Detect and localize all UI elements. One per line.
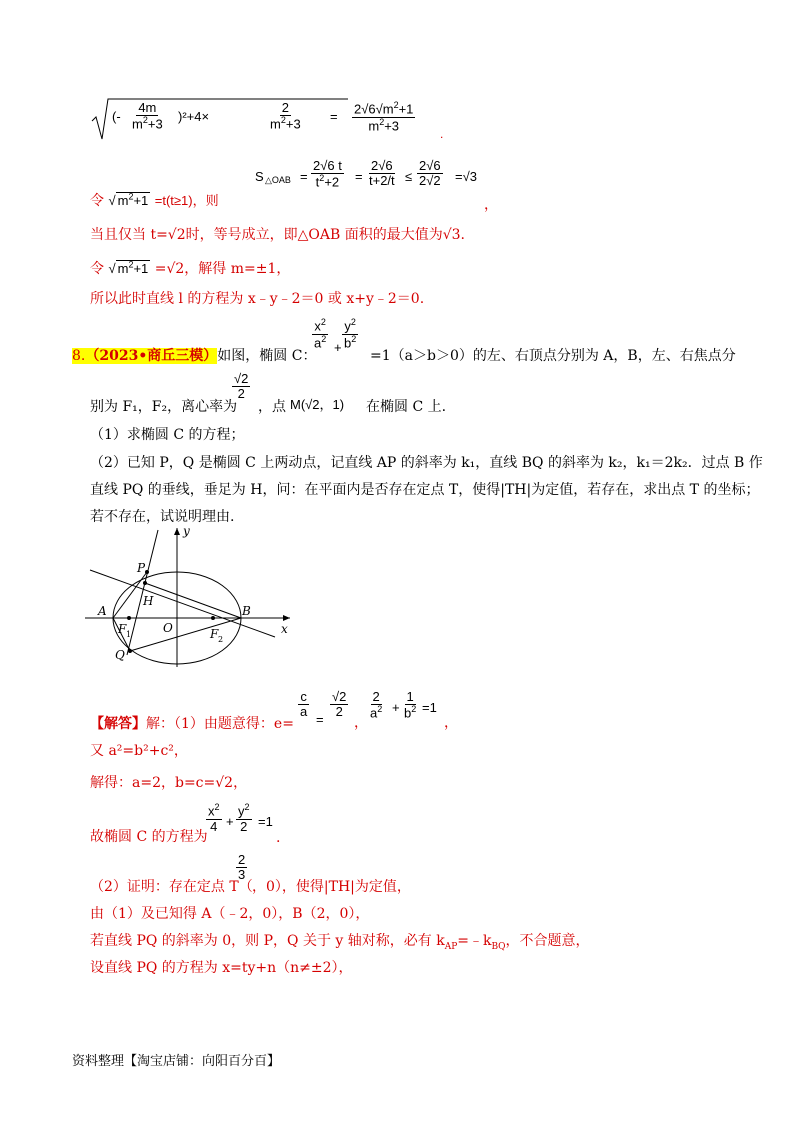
period-mark: . [440,127,444,141]
solution-step-1: 解：（1）由题意得：e= [146,716,294,732]
solution-line-1 [90,713,294,733]
sub-ap: AP [444,941,458,952]
point-f2 [211,616,215,620]
s-subscript: △OAB [265,175,291,185]
problem-source: （2023•商丘三模） [85,348,218,364]
line-5 [90,258,290,278]
problem-number-highlight [72,348,217,364]
frac-2r6: $\frac{2√6}{t+2/t}$ [369,158,395,189]
point-f1 [127,616,131,620]
problem-eq-rest: =1（a＞b＞0）的左、右顶点分别为 A，B，左、右焦点分 [370,348,736,364]
fraction-4m: $\frac{4m}{m^2+3}$ [132,100,163,132]
eq-ca: = [316,712,324,727]
problem-intro: 如图，椭圆 C： [217,348,317,364]
sol-comma: ， [354,715,368,731]
frac-y2-2: $\frac{y^2}{2}$ [238,802,250,834]
question-2-line-3: 若不存在，试说明理由. [90,509,235,525]
sqrt-m2-1: √ $m^2+1$ [108,191,149,208]
point-q [128,649,132,653]
point-label: ，点 [258,399,286,415]
solution-line-7 [90,930,589,952]
point-h [143,581,147,585]
sol-7-a: 若直线 PQ 的斜率为 0，则 P，Q 关于 y 轴对称，必有 k [90,933,445,949]
line-3 [90,190,219,210]
line-6: 所以此时直线 l 的方程为 x﹣y﹣2＝0 或 x+y﹣2＝0. [90,291,425,307]
eq-2: = [355,169,363,184]
eq-1-ell: =1 [258,814,273,829]
le-sign: ≤ [405,169,413,184]
line-3-rest: =t(t≥1)，则 [154,193,219,208]
sol-5-b: ，0），使得|TH|为定值， [252,879,411,895]
s-symbol: S [255,169,264,184]
label-y: y [183,525,190,538]
ling-char-2: 令 [90,261,104,277]
frac-2r6t: $\frac{2√6 t}{t^2+2}$ [313,158,342,190]
problem-8-line-2: 别为 F₁，F₂，离心率为 [90,399,238,415]
point-m: M(√2，1) [290,397,345,412]
frac-r2-2: $\frac{√2}{2}$ [332,689,347,720]
line-3-comma: ， [484,197,498,213]
solution-line-2: 又 a²=b²+c²， [90,743,188,759]
frac-x2-4: $\frac{x^2}{4}$ [208,802,220,834]
label-f2: F [210,627,219,641]
solution-line-6: 由（1）及已知得 A（﹣2，0），B（2，0）， [90,906,370,922]
sub-bq: BQ [491,941,506,952]
question-2-line-1: （2）已知 P，Q 是椭圆 C 上两动点，记直线 AP 的斜率为 k₁，直线 BQ 的斜率为 k₂，k₁＝2k₂．过点 B 作 [90,455,763,471]
plus-2: + [392,700,400,715]
line-5-rest: =√2，解得 m=±1， [154,261,291,277]
fraction-2: $\frac{2}{m^2+3}$ [270,100,301,132]
footer-text: 资料整理【淘宝店铺：向阳百分百】 [72,1054,281,1069]
question-1: （1）求椭圆 C 的方程； [90,427,245,443]
problem-number: 8. [72,348,86,364]
label-f1: F [118,622,127,636]
formula-line-2 [255,155,495,200]
solution-line-4: 故椭圆 C 的方程为 [90,829,208,845]
label-x: x [281,622,288,636]
eccentricity-fraction: $\frac{√2}{2}$ [234,371,249,402]
paren-close-term: )²+4× [178,109,210,124]
y-axis-arrow [174,528,180,535]
solution-line-3: 解得：a=2，b=c=√2， [90,775,248,791]
solution-line-8: 设直线 PQ 的方程为 x=ty+n（n≠±2）， [90,960,353,976]
eq-1-sol: =1 [422,700,437,715]
eq-3: =√3 [455,169,477,184]
sol-7-mid: =﹣k [457,933,492,949]
frac-2-a2: $\frac{2}{a^2}$ [370,689,383,721]
ellipse-x-term: $\frac{x^2}{a^2}$ [314,317,327,350]
label-q: Q [115,648,125,662]
paren-open: (- [112,109,121,124]
radical-sign [90,95,350,145]
sol-7-end: ，不合题意， [505,933,590,949]
frac-2r6-2r2: $\frac{2√6}{2√2}$ [419,158,441,189]
label-f2-sub: 2 [218,635,224,644]
label-h: H [143,594,154,608]
line-4: 当且仅当 t=√2时，等号成立，即△OAB 面积的最大值为√3. [90,227,466,243]
period-2: . [276,830,281,846]
sqrt-m2-1-b: √ $m^2+1$ [108,259,149,276]
problem-8-line-1 [72,345,316,365]
frac-c-a: $\frac{c}{a}$ [300,689,308,720]
label-b: B [242,604,251,618]
sol-5-a: （2）证明：存在定点 T（ [90,879,253,895]
equals-sign: = [330,109,338,124]
eq-1: = [300,169,308,184]
label-o: O [163,621,173,635]
solution-line-5 [90,876,253,896]
point-p [145,570,149,574]
x-axis-arrow [283,615,290,621]
frac-1-b2: $\frac{1}{b^2}$ [404,689,417,721]
label-a: A [98,604,107,618]
sol-comma-2: ， [444,715,458,731]
ellipse-y-term: $\frac{y^2}{b^2}$ [344,317,357,350]
frac-2-3: $\frac{2}{3}$ [238,852,246,883]
label-f1-sub: 1 [126,630,132,639]
plus-3: + [226,814,234,829]
solution-head: 【解答】 [90,716,146,732]
on-ellipse: 在椭圆 C 上. [366,399,447,415]
plus-sign: + [334,340,342,355]
label-p: P [137,561,146,575]
fraction-result: $\frac{2√6√m^2+1}{m^2+3}$ [354,100,414,133]
line-bq [130,618,241,651]
ling-char: 令 [90,193,104,209]
ellipse-figure [85,525,295,675]
question-2-line-2: 直线 PQ 的垂线，垂足为 H，问：在平面内是否存在定点 T，使得|TH|为定值，若存在，求出点 T 的坐标； [90,482,760,498]
